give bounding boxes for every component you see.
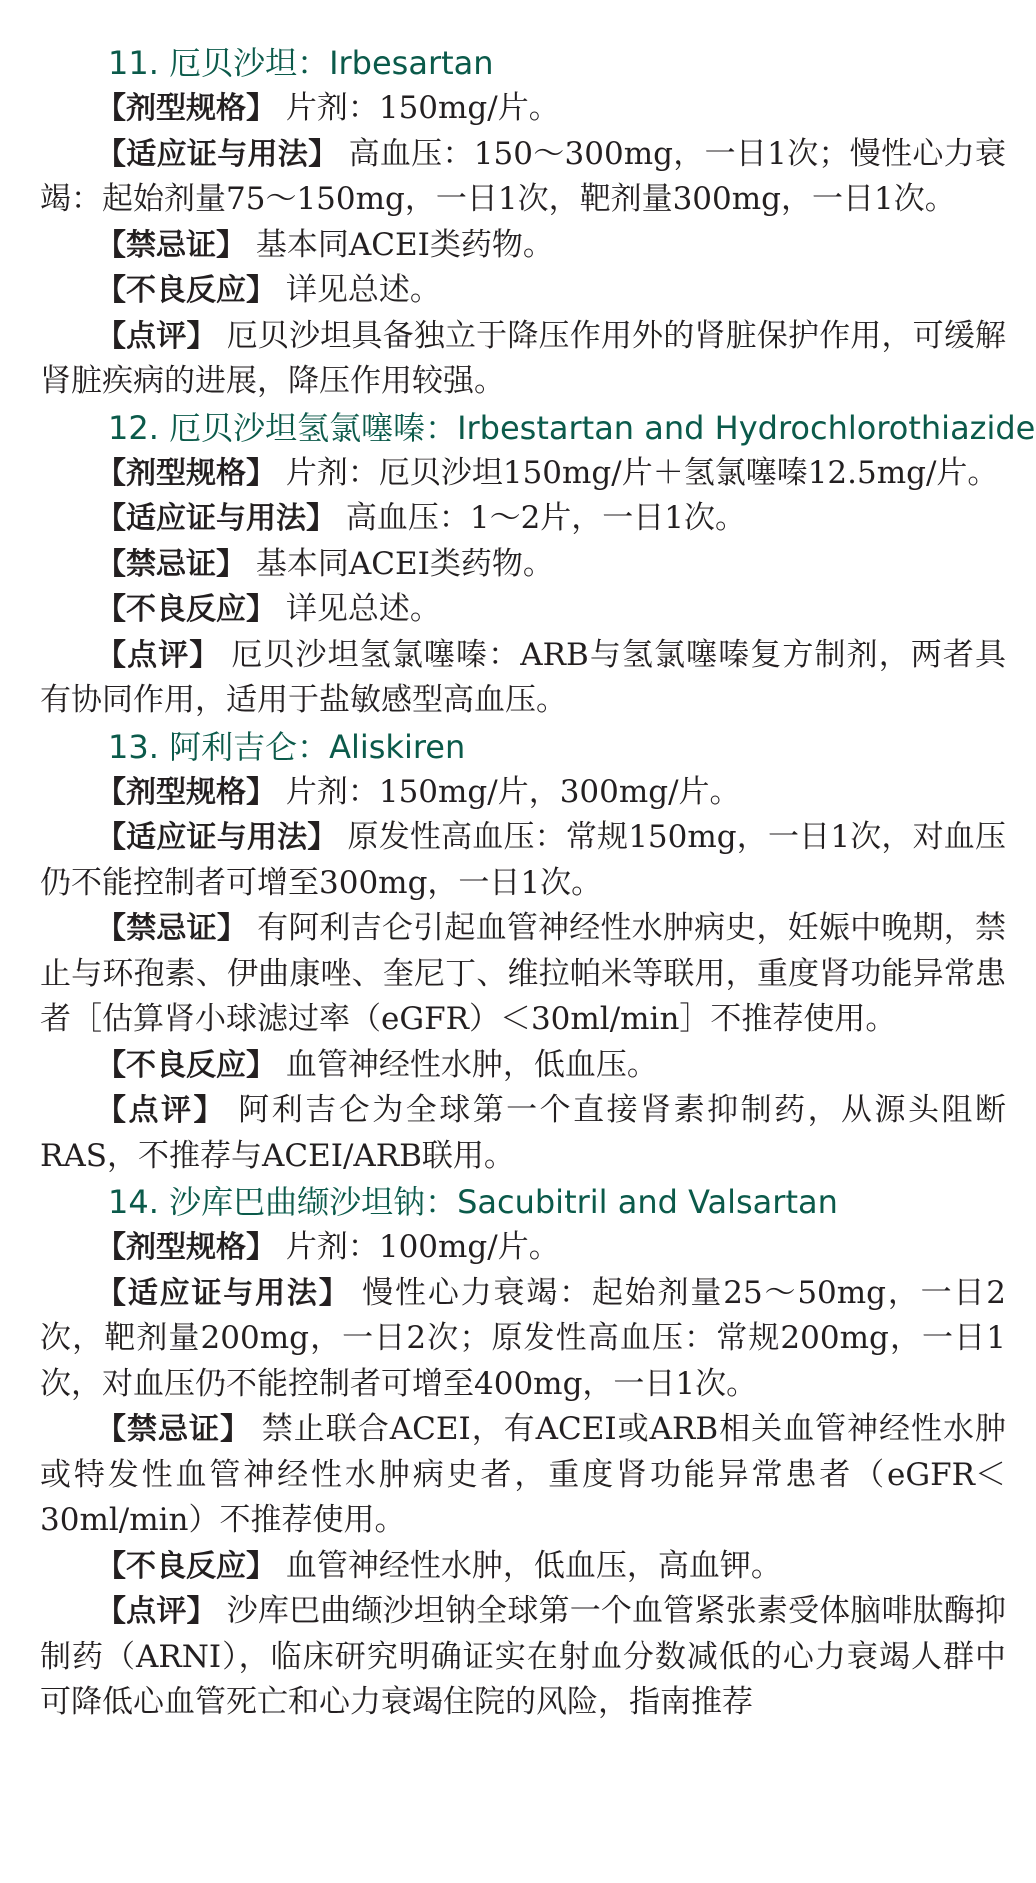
field-text: 高血压：1～2片，一日1次。	[336, 500, 747, 536]
drug-entry-irbesartan-hctz	[0, 405, 1036, 724]
field-label: 【点评】	[96, 318, 217, 354]
field-text: 血管神经性水肿，低血压。	[276, 1046, 658, 1083]
field-text: 片剂：厄贝沙坦150mg/片＋氢氯噻嗪12.5mg/片。	[276, 454, 999, 491]
field-label: 【不良反应】	[96, 273, 276, 308]
field-label: 【不良反应】	[96, 1047, 276, 1083]
field-contraindications	[0, 1407, 1036, 1544]
entry-title: 13. 阿利吉仑：Aliskiren	[108, 727, 466, 766]
field-text: 血管神经性水肿，低血压，高血钾。	[276, 1547, 782, 1584]
field-label: 【剂型规格】	[96, 91, 276, 126]
drug-entry-aliskiren	[0, 724, 1036, 1180]
field-adverse-reactions	[0, 1043, 1036, 1089]
entry-title: 12. 厄贝沙坦氢氯噻嗪：Irbestartan and Hydrochlorothiazide	[108, 408, 1036, 447]
field-text: 基本同ACEI类药物。	[246, 226, 554, 263]
field-indications	[0, 496, 1036, 542]
field-indications	[0, 815, 1036, 906]
field-dosage-form	[0, 86, 1036, 132]
field-label: 【适应证与用法】	[96, 501, 336, 536]
field-text: 阿利吉仑为全球第一个直接肾素抑制药，从源头阻断RAS，不推荐与ACEI/ARB联用。	[40, 1092, 1006, 1174]
field-label: 【剂型规格】	[96, 774, 276, 810]
field-comment	[0, 633, 1036, 724]
field-adverse-reactions	[0, 1544, 1036, 1590]
field-label: 【适应证与用法】	[96, 820, 338, 855]
field-label: 【不良反应】	[96, 1548, 276, 1584]
field-text: 慢性心力衰竭：起始剂量25～50mg，一日2次，靶剂量200mg，一日2次；原发性高血压：常规200mg，一日1次，对血压仍不能控制者可增至400mg，一日1次。	[40, 1274, 1007, 1402]
field-label: 【不良反应】	[96, 592, 276, 627]
field-text: 厄贝沙坦氢氯噻嗪：ARB与氢氯噻嗪复方制剂，两者具有协同作用，适用于盐敏感型高血压。	[40, 636, 1006, 718]
field-label: 【剂型规格】	[96, 1230, 276, 1265]
field-text: 详见总述。	[276, 591, 441, 627]
field-text: 片剂：150mg/片。	[276, 90, 560, 126]
field-contraindications	[0, 906, 1036, 1043]
field-dosage-form	[0, 451, 1036, 497]
drug-entry-irbesartan	[0, 40, 1036, 405]
field-text: 高血压：150～300mg，一日1次；慢性心力衰竭：起始剂量75～150mg，一日1次，靶剂量300mg，一日1次。	[40, 135, 1007, 217]
field-text: 详见总述。	[276, 272, 441, 308]
field-label: 【禁忌证】	[96, 227, 246, 263]
field-adverse-reactions	[0, 268, 1036, 314]
field-dosage-form	[0, 770, 1036, 816]
page-content	[0, 40, 1036, 1726]
field-indications	[0, 132, 1036, 223]
field-text: 原发性高血压：常规150mg，一日1次，对血压仍不能控制者可增至300mg，一日1次。	[40, 819, 1006, 901]
field-text: 片剂：100mg/片。	[276, 1229, 560, 1265]
field-label: 【禁忌证】	[96, 911, 248, 946]
field-text: 基本同ACEI类药物。	[246, 545, 554, 582]
entry-title: 11. 厄贝沙坦：Irbesartan	[108, 44, 494, 82]
field-label: 【适应证与用法】	[96, 1275, 351, 1311]
field-label: 【点评】	[96, 637, 221, 673]
field-text: 有阿利吉仑引起血管神经性水肿病史，妊娠中晚期，禁止与环孢素、伊曲康唑、奎尼丁、维拉帕米等联用，重度肾功能异常患者［估算肾小球滤过率（eGFR）＜30ml/min］不推荐使用。	[40, 910, 1006, 1037]
field-dosage-form	[0, 1225, 1036, 1271]
field-indications	[0, 1271, 1036, 1408]
field-label: 【禁忌证】	[96, 546, 246, 582]
field-text: 沙库巴曲缬沙坦钠全球第一个血管紧张素受体脑啡肽酶抑制药（ARNI），临床研究明确证实在射血分数减低的心力衰竭人群中可降低心血管死亡和心力衰竭住院的风险，指南推荐	[40, 1593, 1007, 1720]
field-comment	[0, 314, 1036, 405]
field-adverse-reactions	[0, 587, 1036, 633]
field-label: 【适应证与用法】	[96, 136, 339, 172]
entry-title: 14. 沙库巴曲缬沙坦钠：Sacubitril and Valsartan	[108, 1183, 838, 1221]
field-comment	[0, 1589, 1036, 1726]
field-label: 【点评】	[96, 1093, 226, 1128]
field-contraindications	[0, 223, 1036, 269]
field-text: 禁止联合ACEI，有ACEI或ARB相关血管神经性水肿或特发性血管神经性水肿病史者，重度肾功能异常患者（eGFR＜30ml/min）不推荐使用。	[40, 1411, 1007, 1538]
field-label: 【禁忌证】	[96, 1412, 251, 1447]
field-label: 【点评】	[96, 1594, 217, 1629]
field-text: 厄贝沙坦具备独立于降压作用外的肾脏保护作用，可缓解肾脏疾病的进展，降压作用较强。	[40, 317, 1007, 399]
field-comment	[0, 1088, 1036, 1179]
field-contraindications	[0, 542, 1036, 588]
field-label: 【剂型规格】	[96, 455, 276, 491]
drug-entry-sacubitril-valsartan	[0, 1179, 1036, 1726]
field-text: 片剂：150mg/片，300mg/片。	[276, 773, 741, 810]
